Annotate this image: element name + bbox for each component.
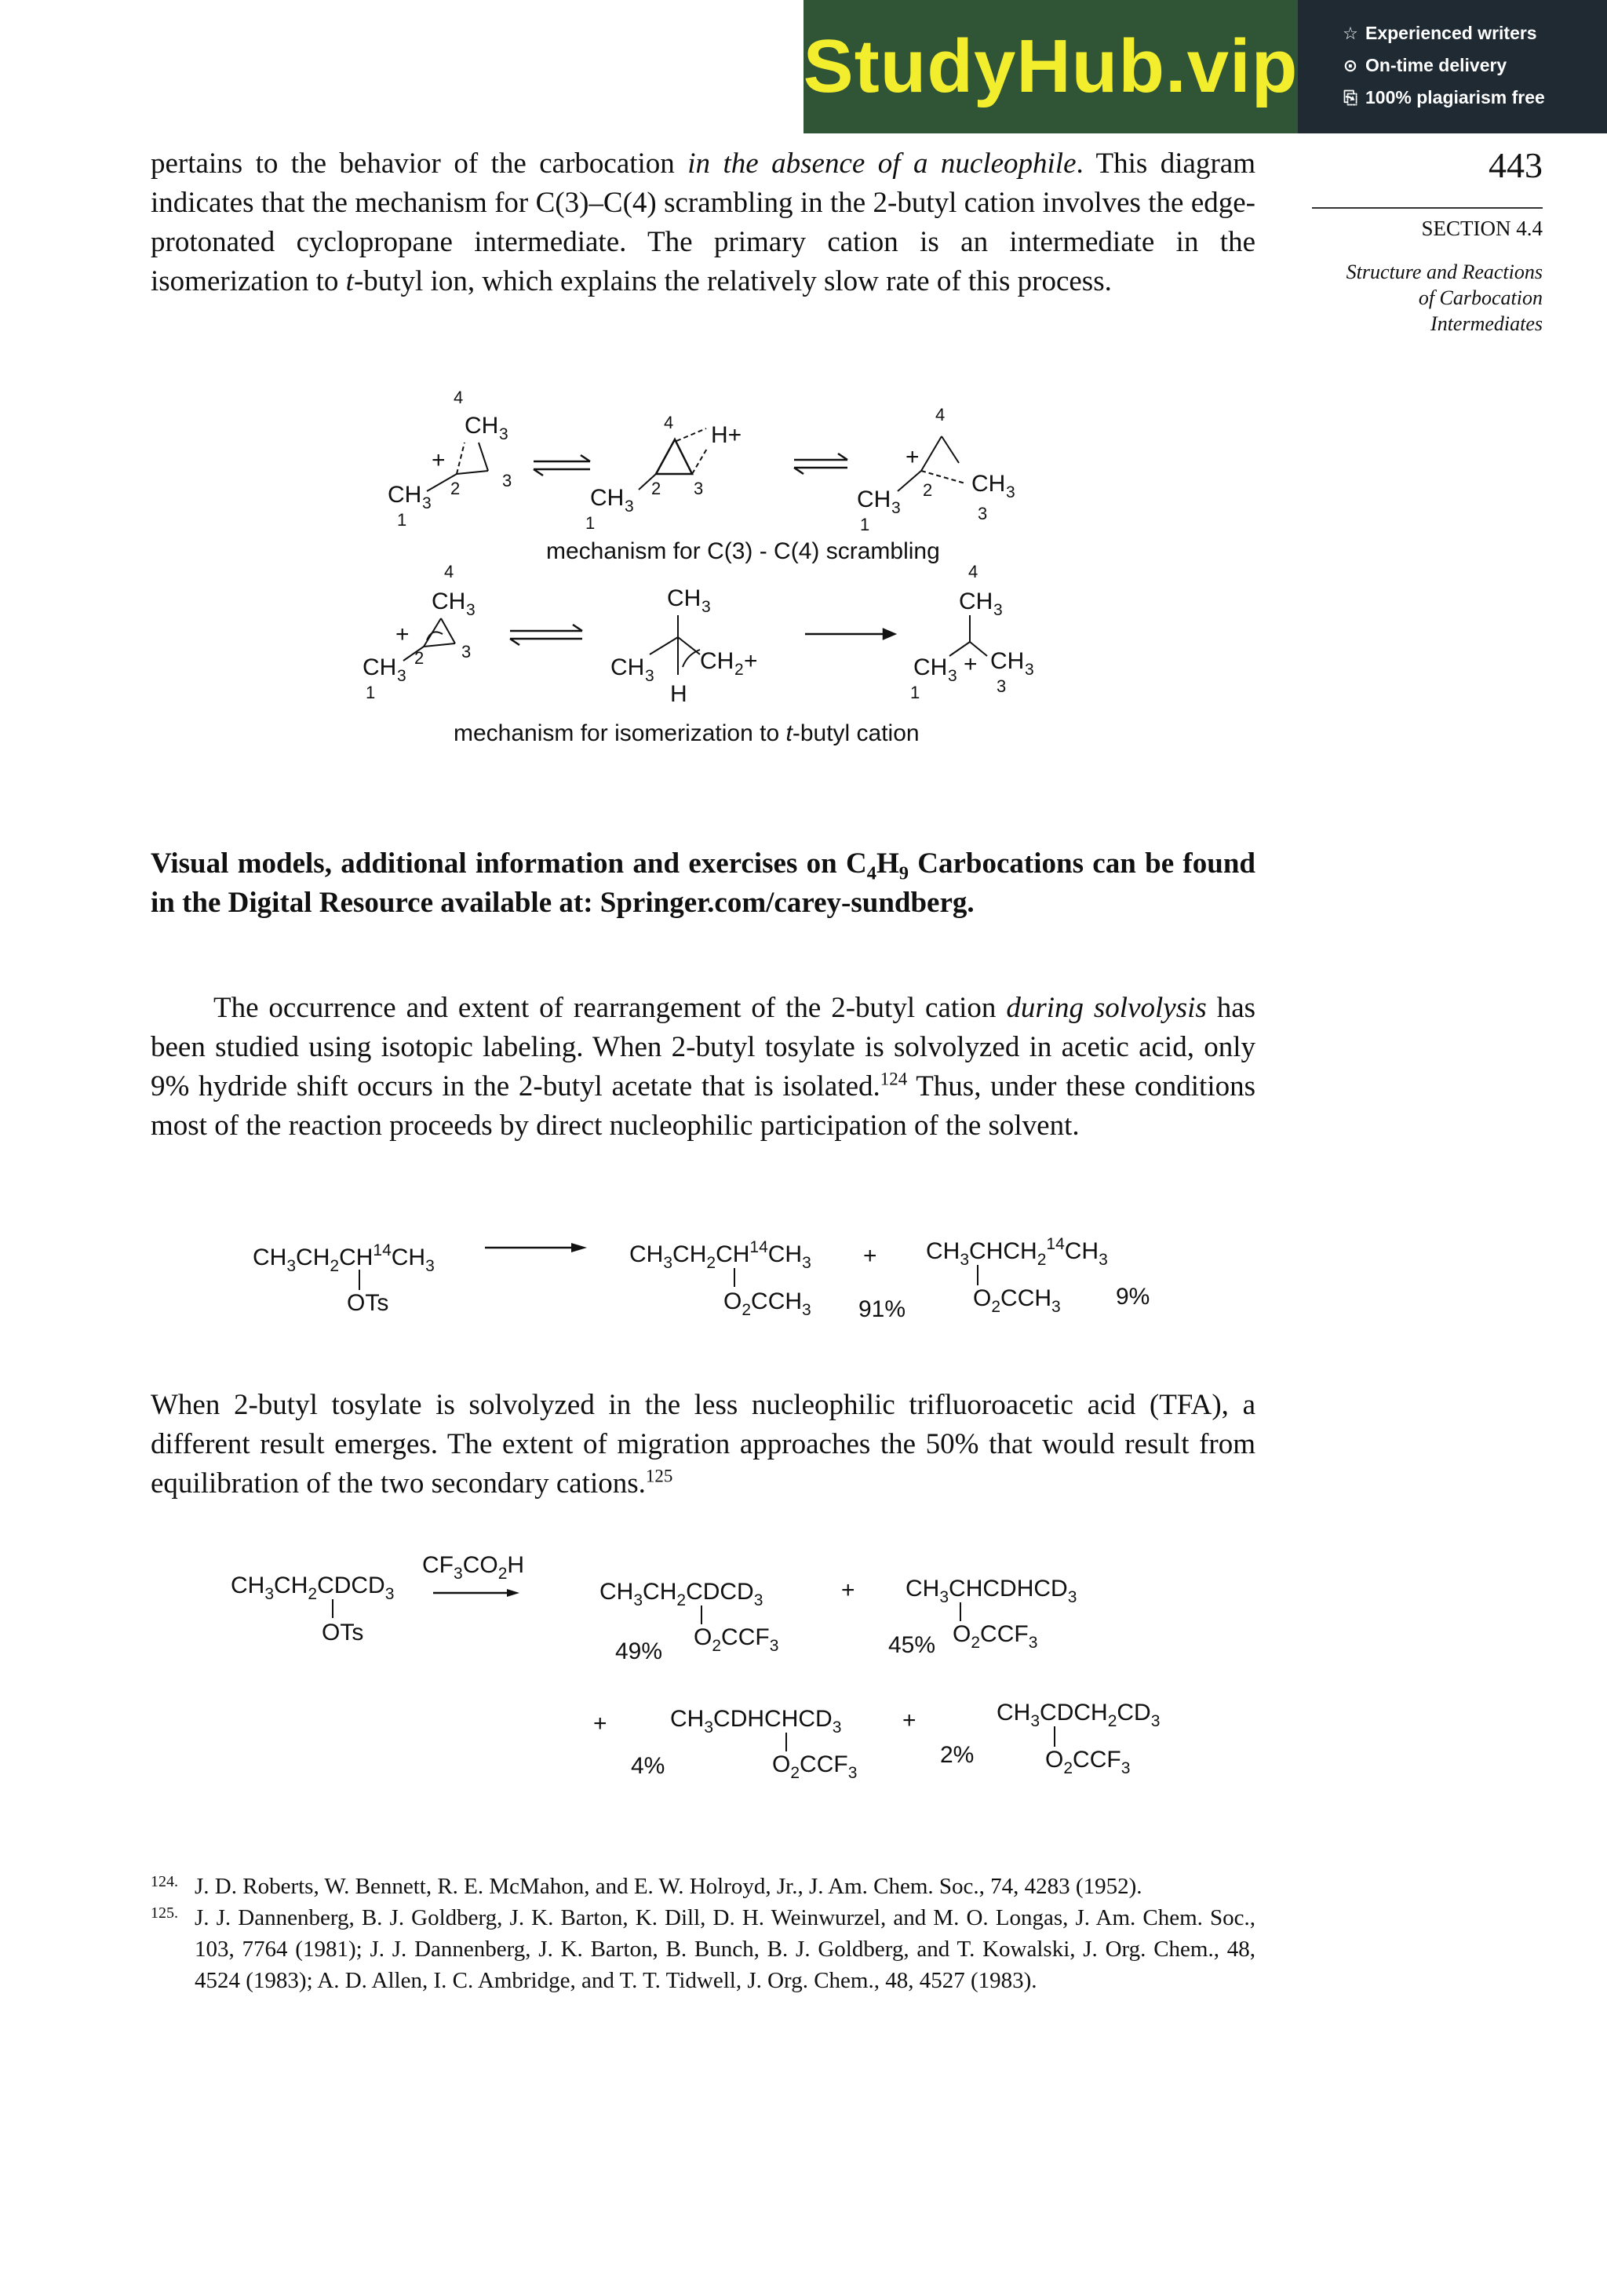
reactant-deuterated-tosylate [231,1573,394,1645]
svg-text:O2CCF3: $O_2CCF_3$ [772,1751,858,1782]
svg-text:CH: CH [959,589,993,614]
svg-text:O2CCH3: $O_2CCH_3$ [723,1288,811,1319]
svg-text:2: 2 [651,479,661,498]
studyhub-banner[interactable] [804,0,1298,133]
citation-ref: 125 [645,1466,673,1486]
digital-resource-note [151,844,1255,923]
svg-text:2: 2 [734,661,744,679]
text-run: Carbocations can be found in the Digital Resource available at: Springer.com/carey-sundberg. [151,847,1255,919]
perk-label: 100% plagiarism free [1365,87,1545,108]
svg-text:+: + [964,651,978,677]
svg-text:+: + [395,621,410,647]
svg-text:CH: CH [667,585,701,611]
yield-label: 49% [615,1638,663,1664]
yield-label: 2% [940,1742,975,1768]
reaction-acetolysis [235,1224,1224,1326]
svg-text:CH3CH2CDCD3: $CH_3CH_2CDCD_3$ [231,1573,395,1603]
svg-text:CH: CH [388,482,422,508]
svg-text:CH: CH [857,487,891,512]
text-run: Visual models, additional information and exercises on C [151,847,867,880]
perk-item [1298,17,1607,49]
svg-text:CH3CHCH214CH3: $CH_3CHCH_2^{14}CH_3$ [926,1235,1108,1269]
page-number: 443 [1489,145,1543,185]
product-tfa-b [888,1576,1077,1658]
copy-icon: ⎘ [1343,87,1357,108]
text-run: The occurrence and extent of rearrangement of the 2-butyl cation [213,992,1007,1024]
svg-text:4: 4 [454,388,464,407]
margin-rule [1312,207,1543,209]
equilibrium-arrow [534,455,590,476]
reactant-tosylate [253,1241,435,1316]
svg-text:H+: H+ [711,422,742,448]
svg-text:CH3CHCDHCD3: $CH_3CHCDHCD_3$ [906,1576,1077,1606]
protonated-cyclopropane-a [388,388,512,530]
plus-sign: + [593,1711,607,1737]
product-tfa-a [599,1579,778,1664]
caption-run: mechanism for isomerization to [454,720,786,746]
tert-butyl-cation [910,562,1034,702]
text-run-italic: in the absence of a nucleophile [687,148,1077,180]
svg-text:3: 3 [993,601,1003,619]
svg-text:OTs: OTs [347,1290,389,1316]
yield-label: 4% [631,1753,665,1779]
yield-label: 9% [1116,1284,1150,1310]
footnotes [151,1871,1255,1996]
svg-text:3: 3 [891,499,901,517]
subscript: 4 [866,862,876,884]
svg-text:+: + [432,447,446,473]
svg-text:3: 3 [502,471,512,490]
perk-item [1298,49,1607,82]
caption-scrambling: mechanism for C(3) - C(4) scrambling [546,538,940,564]
svg-text:H: H [670,681,687,707]
plus-sign: + [841,1577,855,1603]
svg-text:3: 3 [397,667,406,685]
svg-text:CH: CH [432,589,466,614]
svg-text:1: 1 [397,510,407,530]
footnote-125 [151,1902,1255,1996]
svg-text:+: + [906,444,920,470]
svg-text:3: 3 [1025,661,1034,679]
caption-isomerization [454,720,920,746]
footnote-number: 125. [151,1904,178,1922]
text-run: -butyl ion, which explains the relatively slow rate of this process. [353,265,1112,297]
footnote-124 [151,1871,1255,1902]
clock-icon: ⊙ [1343,55,1358,75]
svg-text:CH: CH [465,413,499,439]
equilibrium-arrow [510,625,582,645]
svg-text:3: 3 [997,676,1007,696]
product-tfa-d [940,1700,1160,1777]
brand-logo: StudyHub.vip [803,24,1299,108]
svg-text:3: 3 [701,598,711,616]
svg-text:CF3CO2H: $CF_3CO_2H$ [422,1552,525,1583]
text-run: has been studied using isotopic labeling. When 2-butyl tosylate is solvolyzed in acetic acid, only 9% hydride shift occurs in the 2-butyl acetate that is isolated. [151,992,1256,1102]
svg-text:3: 3 [422,494,432,512]
svg-text:4: 4 [968,562,978,581]
svg-text:O2CCH3: $O_2CCH_3$ [973,1285,1061,1316]
protonated-cyclopropane-c [857,405,1015,534]
perk-label: Experienced writers [1365,23,1537,43]
text-run: . This diagram indicates that the mechanism for C(3)–C(4) scrambling in the 2-butyl cation involves the edge-protonated cyclopropane intermediate. The primary cation is an intermediate in the isomerization to [151,148,1255,297]
text-run: H [876,847,899,880]
edge-protonated-cyclopropane [585,413,742,533]
text-run-italic: during solvolysis [1006,992,1207,1024]
svg-text:2: 2 [450,479,461,498]
svg-text:OTs: OTs [322,1620,364,1645]
svg-text:1: 1 [366,683,376,702]
subscript: 9 [898,862,909,884]
reaction-tfa-solvolysis [220,1546,1224,1797]
svg-text:1: 1 [585,513,596,533]
svg-text:CH3CDHCHCD3: $CH_3CDHCHCD_3$ [670,1706,842,1737]
product-acetate-b [926,1235,1150,1316]
svg-text:1: 1 [910,683,920,702]
perks-panel [1298,0,1607,133]
perk-label: On-time delivery [1365,55,1507,75]
svg-text:3: 3 [461,642,472,661]
text-run: Thus, under these conditions most of the reaction proceeds by direct nucleophilic participation of the solvent. [151,1070,1255,1142]
citation-ref: 124 [880,1069,908,1089]
equilibrium-arrow [794,454,847,474]
text-run: pertains to the behavior of the carbocation [151,148,688,180]
svg-text:4: 4 [935,405,946,425]
svg-text:O2CCF3: $O_2CCF_3$ [694,1624,779,1655]
caption-run: -butyl cation [792,720,920,746]
paragraph-3 [151,1386,1255,1503]
star-icon: ☆ [1343,23,1358,43]
svg-text:3: 3 [978,504,988,523]
product-tfa-c [631,1706,857,1782]
text-run: When 2-butyl tosylate is solvolyzed in the less nucleophilic trifluoroacetic acid (TFA), a different result emerges. The extent of migration approaches the 50% that would result from equilibration of the two secondary cations. [151,1389,1255,1500]
svg-text:CH3CH2CH14CH3: $CH_3CH_2CH^{14}CH_3$ [253,1241,435,1275]
svg-text:CH: CH [700,648,734,674]
section-subtitle: Structure and Reactions of Carbocation Intermediates [1346,261,1543,335]
svg-text:CH: CH [913,654,948,680]
svg-text:CH: CH [990,648,1025,674]
svg-text:CH3CH2CDCD3: $CH_3CH_2CDCD_3$ [599,1579,763,1609]
reaction-arrow [805,629,895,639]
svg-text:3: 3 [1006,483,1015,501]
svg-text:3: 3 [645,667,654,685]
plus-sign: + [863,1243,877,1269]
svg-text:CH3CDCH2CD3: $CH_3CDCH_2CD_3$ [997,1700,1161,1730]
footnote-text: J. J. Dannenberg, B. J. Goldberg, J. K. Barton, K. Dill, D. H. Weinwurzel, and M. O. Longas, J. Am. Chem. Soc., 103, 7764 (1981); J. J. Dannenberg, J. K. Barton, B. Bunch, B. J. Goldberg, and T. Kowalski, J. Org. Chem., 48, 4524 (1983); A. D. Allen, I. C. Ambridge, and T. T. Tidwell, J. Org. Chem., 48, 4527 (1983). [195,1905,1255,1993]
paragraph-1 [151,144,1255,301]
yield-label: 45% [888,1632,936,1658]
svg-text:O2CCF3: $O_2CCF_3$ [953,1621,1038,1652]
plus-sign: + [902,1707,916,1733]
caption-run-italic: t [785,720,793,746]
perk-item [1298,82,1607,114]
svg-text:CH3CH2CH14CH3: $CH_3CH_2CH^{14}CH_3$ [629,1238,811,1272]
svg-text:3: 3 [466,601,476,619]
svg-text:4: 4 [444,562,454,581]
reagent-arrow [422,1552,524,1597]
svg-text:CH: CH [363,654,397,680]
svg-text:CH: CH [590,485,625,511]
paragraph-2 [151,989,1255,1146]
mechanism-scheme [345,384,1051,761]
svg-text:3: 3 [625,497,634,516]
svg-text:CH: CH [971,471,1006,497]
section-label: SECTION 4.4 [1421,217,1543,240]
svg-text:3: 3 [948,667,957,685]
protonated-cyclopropane-d [363,562,476,702]
primary-cation [610,585,758,707]
svg-text:O2CCF3: $O_2CCF_3$ [1045,1747,1131,1777]
svg-text:2: 2 [923,480,933,500]
reaction-arrow [485,1243,587,1252]
footnote-number: 124. [151,1873,178,1890]
svg-text:+: + [744,648,758,674]
footnote-text: J. D. Roberts, W. Bennett, R. E. McMahon, and E. W. Holroyd, Jr., J. Am. Chem. Soc., 74, 4283 (1952). [195,1874,1142,1899]
yield-label: 91% [858,1296,906,1322]
svg-text:4: 4 [664,413,674,432]
svg-text:2: 2 [414,648,425,668]
svg-text:1: 1 [860,515,870,534]
svg-text:3: 3 [499,425,508,443]
svg-text:CH: CH [610,654,645,680]
text-run-italic: t [345,265,354,297]
svg-text:3: 3 [694,479,704,498]
